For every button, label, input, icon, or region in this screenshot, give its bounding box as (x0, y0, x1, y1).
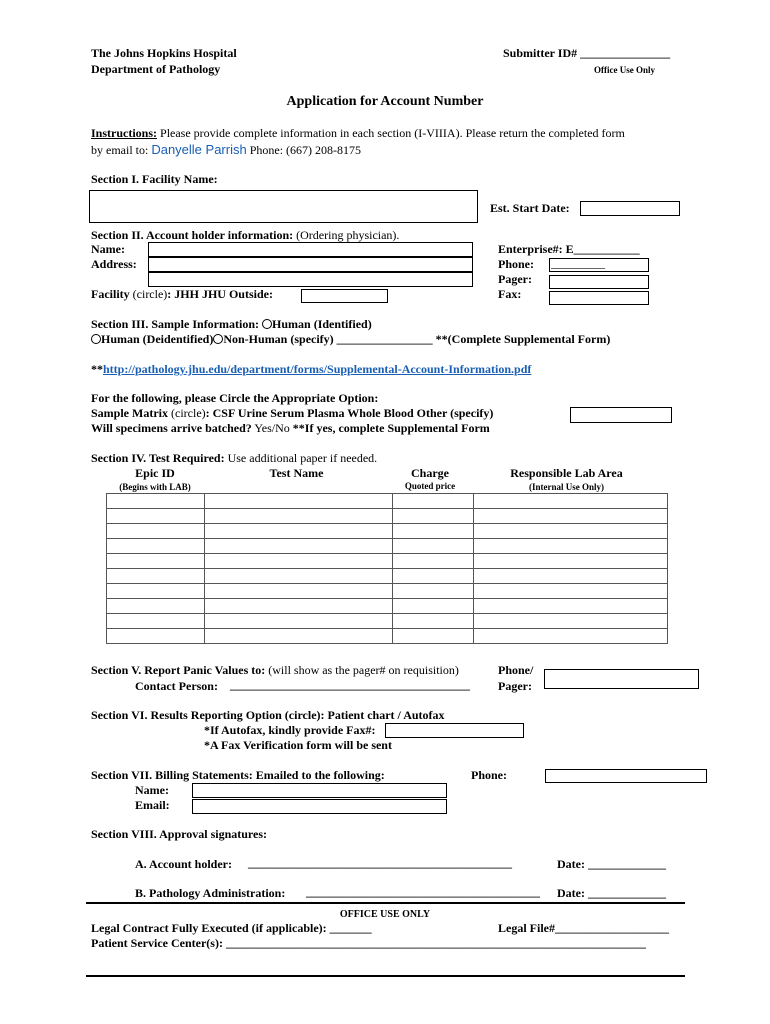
test-name-cell[interactable] (205, 509, 393, 524)
section-5-line (91, 664, 459, 678)
legal-file-line: Legal File#___________________ (498, 921, 669, 935)
epic-id-cell[interactable] (107, 554, 205, 569)
pager-label: Pager: (498, 272, 532, 286)
lab-area-cell[interactable] (474, 569, 668, 584)
email-prompt: by email to: (91, 143, 149, 157)
panic-phone-field[interactable] (544, 669, 699, 689)
non-human-label: Non-Human (specify) ________________ **(Complete Supplemental Form) (223, 332, 611, 346)
fax-label: Fax: (498, 287, 522, 301)
section-5-note: (will show as the pager# on requisition) (268, 663, 459, 677)
tests-table (106, 493, 668, 644)
page-title: Application for Account Number (286, 94, 484, 109)
charge-cell[interactable] (393, 569, 474, 584)
section-3-line (91, 318, 372, 332)
phone-blank: _________ (551, 256, 605, 270)
epic-id-cell[interactable] (107, 569, 205, 584)
lab-area-cell[interactable] (474, 614, 668, 629)
batched-label: Will specimens arrive batched? (91, 421, 252, 435)
contact-link[interactable]: Danyelle Parrish (151, 142, 247, 157)
human-identified-label: Human (Identified) (272, 317, 372, 331)
epic-id-cell[interactable] (107, 509, 205, 524)
autofax-label: *If Autofax, kindly provide Fax#: (204, 723, 376, 737)
sample-matrix-label: Sample Matrix (91, 406, 168, 420)
lab-area-cell[interactable] (474, 584, 668, 599)
legal-contract-line: Legal Contract Fully Executed (if applicable): _______ (91, 921, 372, 935)
section-4-line (91, 452, 377, 466)
account-holder-signature-line[interactable]: ____________________________________________ (248, 856, 512, 870)
billing-name-label: Name: (135, 783, 169, 797)
facility-name-field[interactable] (89, 190, 478, 223)
charge-cell[interactable] (393, 599, 474, 614)
table-row (107, 554, 668, 569)
office-use-label: Office Use Only (594, 65, 655, 75)
enterprise-field: Enterprise#: E___________ (498, 242, 640, 256)
lab-area-cell[interactable] (474, 539, 668, 554)
col-charge: Charge (411, 466, 449, 480)
epic-id-cell[interactable] (107, 629, 205, 644)
options-heading: For the following, please Circle the Appropriate Option: (91, 391, 379, 405)
fax-field[interactable] (549, 291, 649, 305)
section-8-title: Section VIII. Approval signatures: (91, 827, 268, 841)
charge-cell[interactable] (393, 539, 474, 554)
billing-phone-field[interactable] (545, 769, 707, 783)
table-row (107, 524, 668, 539)
table-row (107, 569, 668, 584)
test-name-cell[interactable] (205, 494, 393, 509)
epic-id-cell[interactable] (107, 524, 205, 539)
sample-matrix-line (91, 407, 493, 421)
link-prefix: ** (91, 362, 103, 376)
lab-area-cell[interactable] (474, 554, 668, 569)
test-name-cell[interactable] (205, 584, 393, 599)
table-row (107, 584, 668, 599)
patient-service-center-line: Patient Service Center(s): ______________________________________________________________________ (91, 936, 646, 950)
table-row (107, 539, 668, 554)
office-divider-top (86, 902, 685, 904)
charge-cell[interactable] (393, 584, 474, 599)
col-epic-id-sub: (Begins with LAB) (119, 482, 191, 492)
non-human-radio[interactable] (213, 334, 223, 344)
fax-verification-note: *A Fax Verification form will be sent (204, 738, 392, 752)
section-2-title: Section II. Account holder information: (91, 228, 294, 242)
test-name-cell[interactable] (205, 539, 393, 554)
lab-area-cell[interactable] (474, 524, 668, 539)
outside-facility-field[interactable] (301, 289, 388, 303)
start-date-field[interactable] (580, 201, 680, 216)
lab-area-cell[interactable] (474, 629, 668, 644)
epic-id-cell[interactable] (107, 494, 205, 509)
table-row (107, 629, 668, 644)
human-deidentified-label: Human (Deidentified) (101, 332, 214, 346)
section-2-subtitle: (Ordering physician). (296, 228, 400, 242)
epic-id-cell[interactable] (107, 614, 205, 629)
test-name-cell[interactable] (205, 599, 393, 614)
account-holder-date[interactable]: Date: _____________ (557, 857, 666, 871)
test-name-cell[interactable] (205, 614, 393, 629)
panic-pager-label: Pager: (498, 679, 532, 693)
instructions-label: Instructions: (91, 126, 158, 140)
pager-field[interactable] (549, 275, 649, 289)
section-6-title[interactable]: Section VI. Results Reporting Option (circle): Patient chart / Autofax (91, 708, 445, 722)
section-4-note: Use additional paper if needed. (227, 451, 378, 465)
charge-cell[interactable] (393, 629, 474, 644)
table-row (107, 494, 668, 509)
human-identified-radio[interactable] (262, 319, 272, 329)
lab-area-cell[interactable] (474, 599, 668, 614)
name-label: Name: (91, 242, 125, 256)
address-field-1[interactable] (148, 257, 473, 272)
instructions-text: Please provide complete information in each section (I-VIIIA). Please return the completed form (160, 126, 625, 140)
instructions-line (91, 127, 625, 141)
col-lab-area: Responsible Lab Area (510, 466, 623, 480)
sample-matrix-options[interactable]: : CSF Urine Serum Plasma Whole Blood Other (specify) (205, 406, 494, 420)
section-4-title: Section IV. Test Required: (91, 451, 225, 465)
human-deidentified-radio[interactable] (91, 334, 101, 344)
panic-phone-label: Phone/ (498, 663, 534, 677)
charge-cell[interactable] (393, 614, 474, 629)
address-label: Address: (91, 257, 137, 271)
phone-label: Phone: (498, 257, 534, 271)
epic-id-cell[interactable] (107, 539, 205, 554)
office-divider-bottom (86, 975, 685, 977)
autofax-field[interactable] (385, 723, 524, 738)
sample-matrix-circle-note: (circle) (171, 406, 206, 420)
billing-email-field[interactable] (192, 799, 447, 814)
charge-cell[interactable] (393, 524, 474, 539)
facility-label: Facility (91, 287, 130, 301)
charge-cell[interactable] (393, 494, 474, 509)
col-lab-area-sub: (Internal Use Only) (529, 482, 604, 492)
charge-cell[interactable] (393, 509, 474, 524)
submitter-id: Submitter ID# _______________ (503, 46, 671, 60)
billing-email-label: Email: (135, 798, 170, 812)
col-epic-id: Epic ID (135, 466, 175, 480)
charge-cell[interactable] (393, 554, 474, 569)
section-7-title: Section VII. Billing Statements: Emailed to the following: (91, 768, 385, 782)
epic-id-cell[interactable] (107, 599, 205, 614)
facility-options[interactable]: : JHH JHU Outside: (167, 287, 273, 301)
batched-options[interactable]: Yes/No (254, 421, 290, 435)
instructions-line-2 (91, 143, 361, 158)
department-name: Department of Pathology (91, 62, 221, 76)
other-matrix-field[interactable] (570, 407, 672, 423)
section-2-title-line (91, 229, 399, 243)
supplemental-form-link[interactable]: http://pathology.jhu.edu/department/forms/Supplemental-Account-Information.pdf (103, 362, 532, 376)
section-3-line-2 (91, 333, 610, 347)
contact-phone: Phone: (667) 208-8175 (249, 143, 362, 157)
facility-circle-note: (circle) (132, 287, 168, 301)
table-row (107, 614, 668, 629)
start-date-label: Est. Start Date: (490, 201, 570, 215)
billing-name-field[interactable] (192, 783, 447, 798)
billing-phone-label: Phone: (471, 768, 507, 782)
section-5-title: Section V. Report Panic Values to: (91, 663, 266, 677)
address-field-2[interactable] (148, 272, 473, 287)
pathology-admin-signature-line[interactable]: _______________________________________ (306, 885, 540, 899)
contact-person-line[interactable]: ________________________________________ (230, 678, 470, 692)
test-name-cell[interactable] (205, 569, 393, 584)
contact-person-label: Contact Person: (135, 679, 218, 693)
pathology-admin-label: B. Pathology Administration: (135, 886, 286, 900)
epic-id-cell[interactable] (107, 584, 205, 599)
table-row (107, 599, 668, 614)
facility-line (91, 288, 273, 302)
pathology-admin-date[interactable]: Date: _____________ (557, 886, 666, 900)
test-name-cell[interactable] (205, 629, 393, 644)
table-row (107, 509, 668, 524)
batched-line (91, 422, 490, 436)
section-3-title: Section III. Sample Information: (91, 317, 260, 331)
supplemental-link-line (91, 363, 531, 377)
office-use-heading: OFFICE USE ONLY (339, 909, 431, 920)
lab-area-cell[interactable] (474, 509, 668, 524)
name-field[interactable] (148, 242, 473, 257)
test-name-cell[interactable] (205, 524, 393, 539)
lab-area-cell[interactable] (474, 494, 668, 509)
org-name: The Johns Hopkins Hospital (91, 46, 237, 60)
section-1-title: Section I. Facility Name: (91, 172, 218, 186)
account-holder-label: A. Account holder: (135, 857, 232, 871)
test-name-cell[interactable] (205, 554, 393, 569)
col-test-name: Test Name (269, 466, 324, 480)
col-charge-sub: Quoted price (404, 481, 456, 491)
batched-note: **If yes, complete Supplemental Form (292, 421, 490, 435)
